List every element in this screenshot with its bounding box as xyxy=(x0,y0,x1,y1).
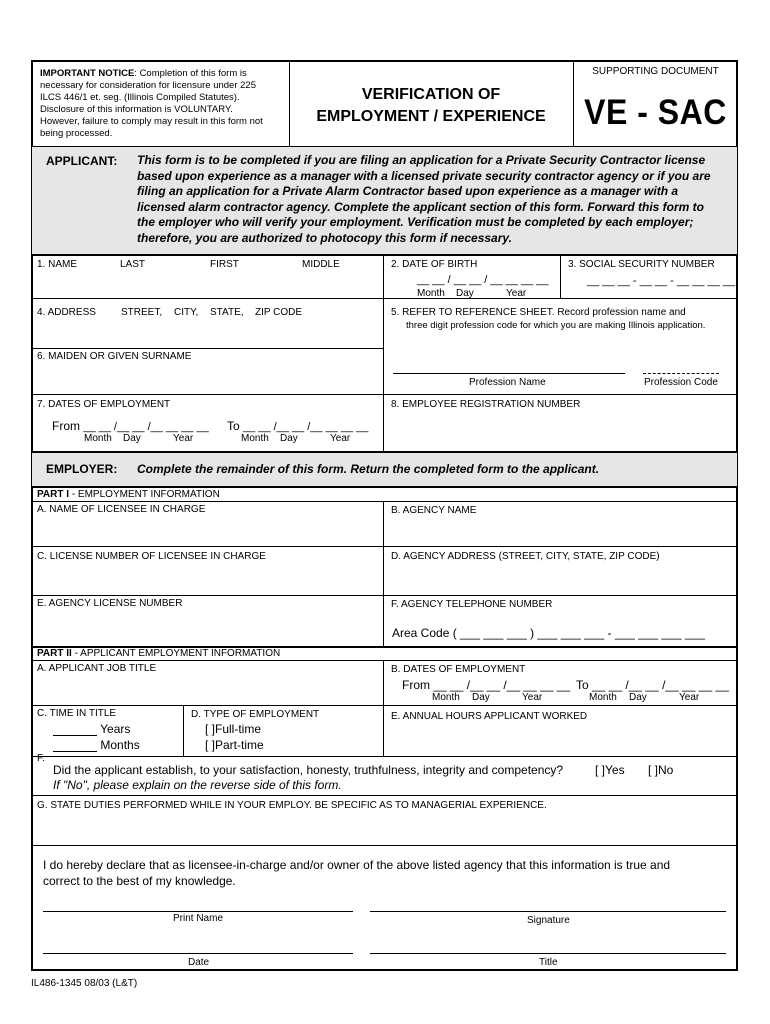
notice-title: IMPORTANT NOTICE xyxy=(40,68,135,79)
applicant-instructions: This form is to be completed if you are filing an application for a Private Security Contractor license based upon experience as a manager with a licensed private security contractor agency or if you are filing an application for a Private Alarm Contractor based upon experience as a manager with a licensed alarm contractor agency. Complete the applicant section of this form. Forward this form to the employer who will verify your employment. Verification must be completed by each employer; therefore, you are authorized to photocopy this form if necessary. xyxy=(137,153,711,245)
print-name-label: Print Name xyxy=(173,913,224,924)
dob-year-label: Year xyxy=(506,288,527,299)
profession-name-label: Profession Name xyxy=(469,377,546,388)
ssn-label: 3. SOCIAL SECURITY NUMBER xyxy=(568,259,715,270)
duties-label: G. STATE DUTIES PERFORMED WHILE IN YOUR EMPLOY. BE SPECIFIC AS TO MANAGERIAL EXPERIENCE. xyxy=(37,800,547,811)
license-number-label: C. LICENSE NUMBER OF LICENSEE IN CHARGE xyxy=(37,551,266,562)
yes-checkbox[interactable]: [ ]Yes xyxy=(595,763,625,777)
title-line[interactable] xyxy=(370,953,726,954)
b-from-day: Day xyxy=(472,692,490,703)
profession-code-field[interactable] xyxy=(643,373,719,374)
to-day-label: Day xyxy=(280,433,298,444)
part1-heading: PART I - EMPLOYMENT INFORMATION xyxy=(37,489,220,500)
integrity-question: Did the applicant establish, to your satisfaction, honesty, truthfulness, integrity and competency? xyxy=(53,763,564,777)
from-day-label: Day xyxy=(123,433,141,444)
parttime-checkbox[interactable]: [ ]Part-time xyxy=(205,738,264,752)
important-notice: IMPORTANT NOTICE: Completion of this form is necessary for consideration for licensure under 225 ILCS 446/1 et. seg. (Illinois Compiled Statutes). Disclosure of this information is VOLUNTARY. However, failure to comply may result in this form not being processed. xyxy=(40,68,263,139)
explain-note: If "No", please explain on the reverse side of this form. xyxy=(53,778,342,792)
from-date-field[interactable]: From __ __ /__ __ /__ __ __ __ xyxy=(52,419,209,433)
address-city-label: CITY, xyxy=(174,307,199,318)
annual-hours-label: E. ANNUAL HOURS APPLICANT WORKED xyxy=(391,711,588,722)
signature-line[interactable] xyxy=(370,911,726,912)
to-month-label: Month xyxy=(241,433,269,444)
agency-telephone-label: F. AGENCY TELEPHONE NUMBER xyxy=(391,599,553,610)
job-title-label: A. APPLICANT JOB TITLE xyxy=(37,663,157,674)
dates-label: 7. DATES OF EMPLOYMENT xyxy=(37,399,171,410)
date-label: Date xyxy=(188,957,210,968)
from-year-label: Year xyxy=(173,433,194,444)
form-title: VERIFICATION OF EMPLOYMENT / EXPERIENCE xyxy=(316,86,546,125)
time-in-title-label: C. TIME IN TITLE xyxy=(37,708,117,719)
area-code-field[interactable]: Area Code ( ___ ___ ___ ) ___ ___ ___ - ___ ___ ___ ___ xyxy=(392,626,705,640)
type-label: D. TYPE OF EMPLOYMENT xyxy=(191,709,320,720)
b-to-month: Month xyxy=(589,692,617,703)
registration-label: 8. EMPLOYEE REGISTRATION NUMBER xyxy=(391,399,581,410)
employment-dates-label: B. DATES OF EMPLOYMENT xyxy=(391,664,526,675)
employer-heading: EMPLOYER: xyxy=(46,462,118,476)
agency-name-label: B. AGENCY NAME xyxy=(391,505,477,516)
from-month-label: Month xyxy=(84,433,112,444)
employer-instruction: Complete the remainder of this form. Return the completed form to the applicant. xyxy=(137,462,600,476)
fulltime-checkbox[interactable]: [ ]Full-time xyxy=(205,722,262,736)
b-from-month: Month xyxy=(432,692,460,703)
form-id: IL486-1345 08/03 (L&T) xyxy=(31,978,138,989)
title-label: Title xyxy=(539,957,558,968)
dob-field[interactable]: __ __ / __ __ / __ __ __ __ xyxy=(417,274,549,286)
agency-address-label: D. AGENCY ADDRESS (STREET, CITY, STATE, ZIP CODE) xyxy=(391,551,660,562)
name-last-label: LAST xyxy=(120,259,146,270)
date-line[interactable] xyxy=(43,953,353,954)
address-zip-label: ZIP CODE xyxy=(255,307,303,318)
b-to-year: Year xyxy=(679,692,700,703)
dob-month-label: Month xyxy=(417,288,445,299)
employment-to-field[interactable]: To __ __ /__ __ /__ __ __ __ xyxy=(576,678,729,692)
name-label: 1. NAME xyxy=(37,259,78,270)
years-field[interactable]: Years xyxy=(53,722,130,736)
part2-heading: PART II - APPLICANT EMPLOYMENT INFORMATION xyxy=(37,648,281,659)
f-letter: F. xyxy=(37,753,45,764)
profession-name-field[interactable] xyxy=(393,373,625,374)
signature-label: Signature xyxy=(527,915,570,926)
months-field[interactable]: Months xyxy=(53,738,140,752)
maiden-label: 6. MAIDEN OR GIVEN SURNAME xyxy=(37,351,192,362)
reference-line1: 5. REFER TO REFERENCE SHEET. Record profession name and xyxy=(391,307,686,318)
reference-line2: three digit profession code for which you are making Illinois application. xyxy=(406,320,706,331)
applicant-heading: APPLICANT: xyxy=(46,154,118,168)
name-middle-label: MIDDLE xyxy=(302,259,340,270)
licensee-name-label: A. NAME OF LICENSEE IN CHARGE xyxy=(37,504,206,515)
no-checkbox[interactable]: [ ]No xyxy=(648,763,674,777)
address-state-label: STATE, xyxy=(210,307,244,318)
declaration: I do hereby declare that as licensee-in-charge and/or owner of the above listed agency that this information is true and correct to the best of my knowledge. xyxy=(43,858,671,888)
address-label: 4. ADDRESS xyxy=(37,307,96,318)
b-from-year: Year xyxy=(522,692,543,703)
address-street-label: STREET, xyxy=(121,307,163,318)
agency-license-label: E. AGENCY LICENSE NUMBER xyxy=(37,598,183,609)
to-date-field[interactable]: To __ __ /__ __ /__ __ __ __ xyxy=(227,419,369,433)
form-code: VE - SAC xyxy=(584,92,727,132)
profession-code-label: Profession Code xyxy=(644,377,718,388)
print-name-line[interactable] xyxy=(43,911,353,912)
b-to-day: Day xyxy=(629,692,647,703)
to-year-label: Year xyxy=(330,433,351,444)
name-first-label: FIRST xyxy=(210,259,239,270)
ssn-field[interactable]: __ __ __ - __ __ - __ __ __ __ xyxy=(587,275,736,287)
employment-from-field[interactable]: From __ __ /__ __ /__ __ __ __ xyxy=(402,678,571,692)
dob-label: 2. DATE OF BIRTH xyxy=(391,259,478,270)
supporting-document: SUPPORTING DOCUMENT xyxy=(592,66,719,77)
dob-day-label: Day xyxy=(456,288,474,299)
